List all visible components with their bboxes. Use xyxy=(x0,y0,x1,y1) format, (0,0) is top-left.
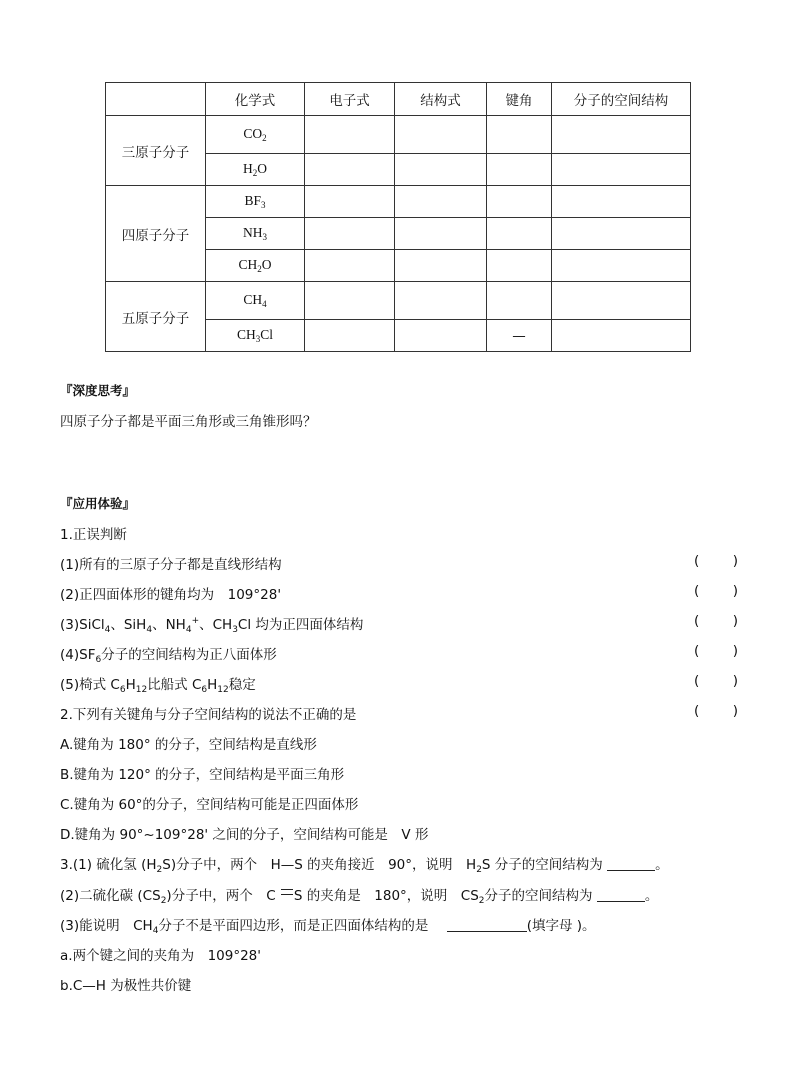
bond-angle-cell xyxy=(487,282,552,320)
answer-blank-3-3[interactable] xyxy=(447,918,527,932)
deep-thinking-title: 『深度思考』 xyxy=(60,383,136,398)
spatial-structure-cell xyxy=(552,218,691,250)
bond-angle-cell xyxy=(487,218,552,250)
structural-formula-cell xyxy=(395,154,487,186)
table-row xyxy=(106,116,691,154)
formula-cell: $CH_3Cl$ xyxy=(206,320,305,352)
bond-angle-cell xyxy=(487,116,552,154)
question-3-2: (2)二硫化碳 $(CS_2)$分子中，两个 C S 的夹角是 180°，说明 $CS_2$分子的空间结构为 。 xyxy=(60,888,659,906)
table-header-row xyxy=(106,83,691,116)
judgement-4: $(4)SF_6$分子的空间结构为正八面体形 xyxy=(60,647,277,665)
structural-formula-cell xyxy=(395,116,487,154)
electron-formula-cell xyxy=(305,154,395,186)
structural-formula-cell xyxy=(395,218,487,250)
electron-formula-cell xyxy=(305,218,395,250)
question-2: 2.下列有关键角与分子空间结构的说法不正确的是 xyxy=(60,707,357,723)
judgement-3: (3)SiCl$_4$、SiH$_4$、$NH_4^+$、$CH_3Cl$ 均为正四面体结构 xyxy=(60,616,364,635)
judgement-1: (1)所有的三原子分子都是直线形结构 xyxy=(60,557,282,573)
judgement-2: (2)正四面体形的键角均为 109°28' xyxy=(60,587,282,603)
option-c: C.键角为 60°的分子，空间结构可能是正四面体形 xyxy=(60,797,359,813)
spatial-structure-cell xyxy=(552,282,691,320)
spatial-structure-cell xyxy=(552,154,691,186)
electron-formula-cell xyxy=(305,250,395,282)
header-empty xyxy=(106,83,206,116)
electron-formula-cell xyxy=(305,320,395,352)
header-formula: 化学式 xyxy=(206,83,305,116)
spatial-structure-cell xyxy=(552,320,691,352)
bond-angle-cell: — xyxy=(487,320,552,352)
spatial-structure-cell xyxy=(552,250,691,282)
group-label: 五原子分子 xyxy=(106,282,206,352)
question-3-3: (3)能说明 $CH_4$分子不是平面四边形，而是正四面体结构的是 (填字母 )。 xyxy=(60,918,596,936)
formula-cell: $BF_3$ xyxy=(206,186,305,218)
deep-thinking-question: 四原子分子都是平面三角形或三角锥形吗？ xyxy=(60,414,317,430)
option-d: D.键角为 90°~109°28' 之间的分子，空间结构可能是 V 形 xyxy=(60,827,429,843)
question-3-1: 3.(1) 硫化氢 $(H_2S)$分子中，两个 H—S 的夹角接近 90°，说明 $H_2S$ 分子的空间结构为 。 xyxy=(60,857,669,875)
option-a: A.键角为 180° 的分子，空间结构是直线形 xyxy=(60,737,317,753)
structural-formula-cell xyxy=(395,186,487,218)
electron-formula-cell xyxy=(305,186,395,218)
structural-formula-cell xyxy=(395,282,487,320)
spatial-structure-cell xyxy=(552,186,691,218)
formula-cell: $H_2O$ xyxy=(206,154,305,186)
bond-angle-cell xyxy=(487,250,552,282)
structural-formula-cell xyxy=(395,250,487,282)
answer-paren-4[interactable]: ( ) xyxy=(694,643,738,659)
option-b: B.键角为 120° 的分子，空间结构是平面三角形 xyxy=(60,767,345,783)
formula-cell: $CH_2O$ xyxy=(206,250,305,282)
answer-paren-5[interactable]: ( ) xyxy=(694,673,738,689)
group-label: 三原子分子 xyxy=(106,116,206,186)
option-b-3: b.C—H 为极性共价键 xyxy=(60,978,192,994)
header-spatial-structure: 分子的空间结构 xyxy=(552,83,691,116)
header-bond-angle: 键角 xyxy=(487,83,552,116)
electron-formula-cell xyxy=(305,116,395,154)
table-row xyxy=(106,186,691,218)
application-title: 『应用体验』 xyxy=(60,496,136,511)
header-electron-formula: 电子式 xyxy=(305,83,395,116)
answer-blank-3-2[interactable] xyxy=(597,888,645,902)
table-row xyxy=(106,282,691,320)
answer-blank-3-1[interactable] xyxy=(607,857,655,871)
bond-angle-cell xyxy=(487,186,552,218)
molecule-table xyxy=(105,82,691,352)
structural-formula-cell xyxy=(395,320,487,352)
formula-cell: $CO_2$ xyxy=(206,116,305,154)
question-1-title: 1.正误判断 xyxy=(60,527,127,543)
electron-formula-cell xyxy=(305,282,395,320)
header-structural-formula: 结构式 xyxy=(395,83,487,116)
formula-cell: $CH_4$ xyxy=(206,282,305,320)
answer-paren-1[interactable]: ( ) xyxy=(694,553,738,569)
judgement-5: (5)椅式 $C_6H_{12}$比船式 $C_6H_{12}$稳定 xyxy=(60,677,256,695)
group-label: 四原子分子 xyxy=(106,186,206,282)
answer-paren-3[interactable]: ( ) xyxy=(694,613,738,629)
spatial-structure-cell xyxy=(552,116,691,154)
bond-angle-cell xyxy=(487,154,552,186)
formula-cell: $NH_3$ xyxy=(206,218,305,250)
option-a-3: a.两个键之间的夹角为 109°28' xyxy=(60,948,261,964)
answer-paren-q2[interactable]: ( ) xyxy=(694,703,738,719)
answer-paren-2[interactable]: ( ) xyxy=(694,583,738,599)
double-bond-icon xyxy=(281,889,293,895)
